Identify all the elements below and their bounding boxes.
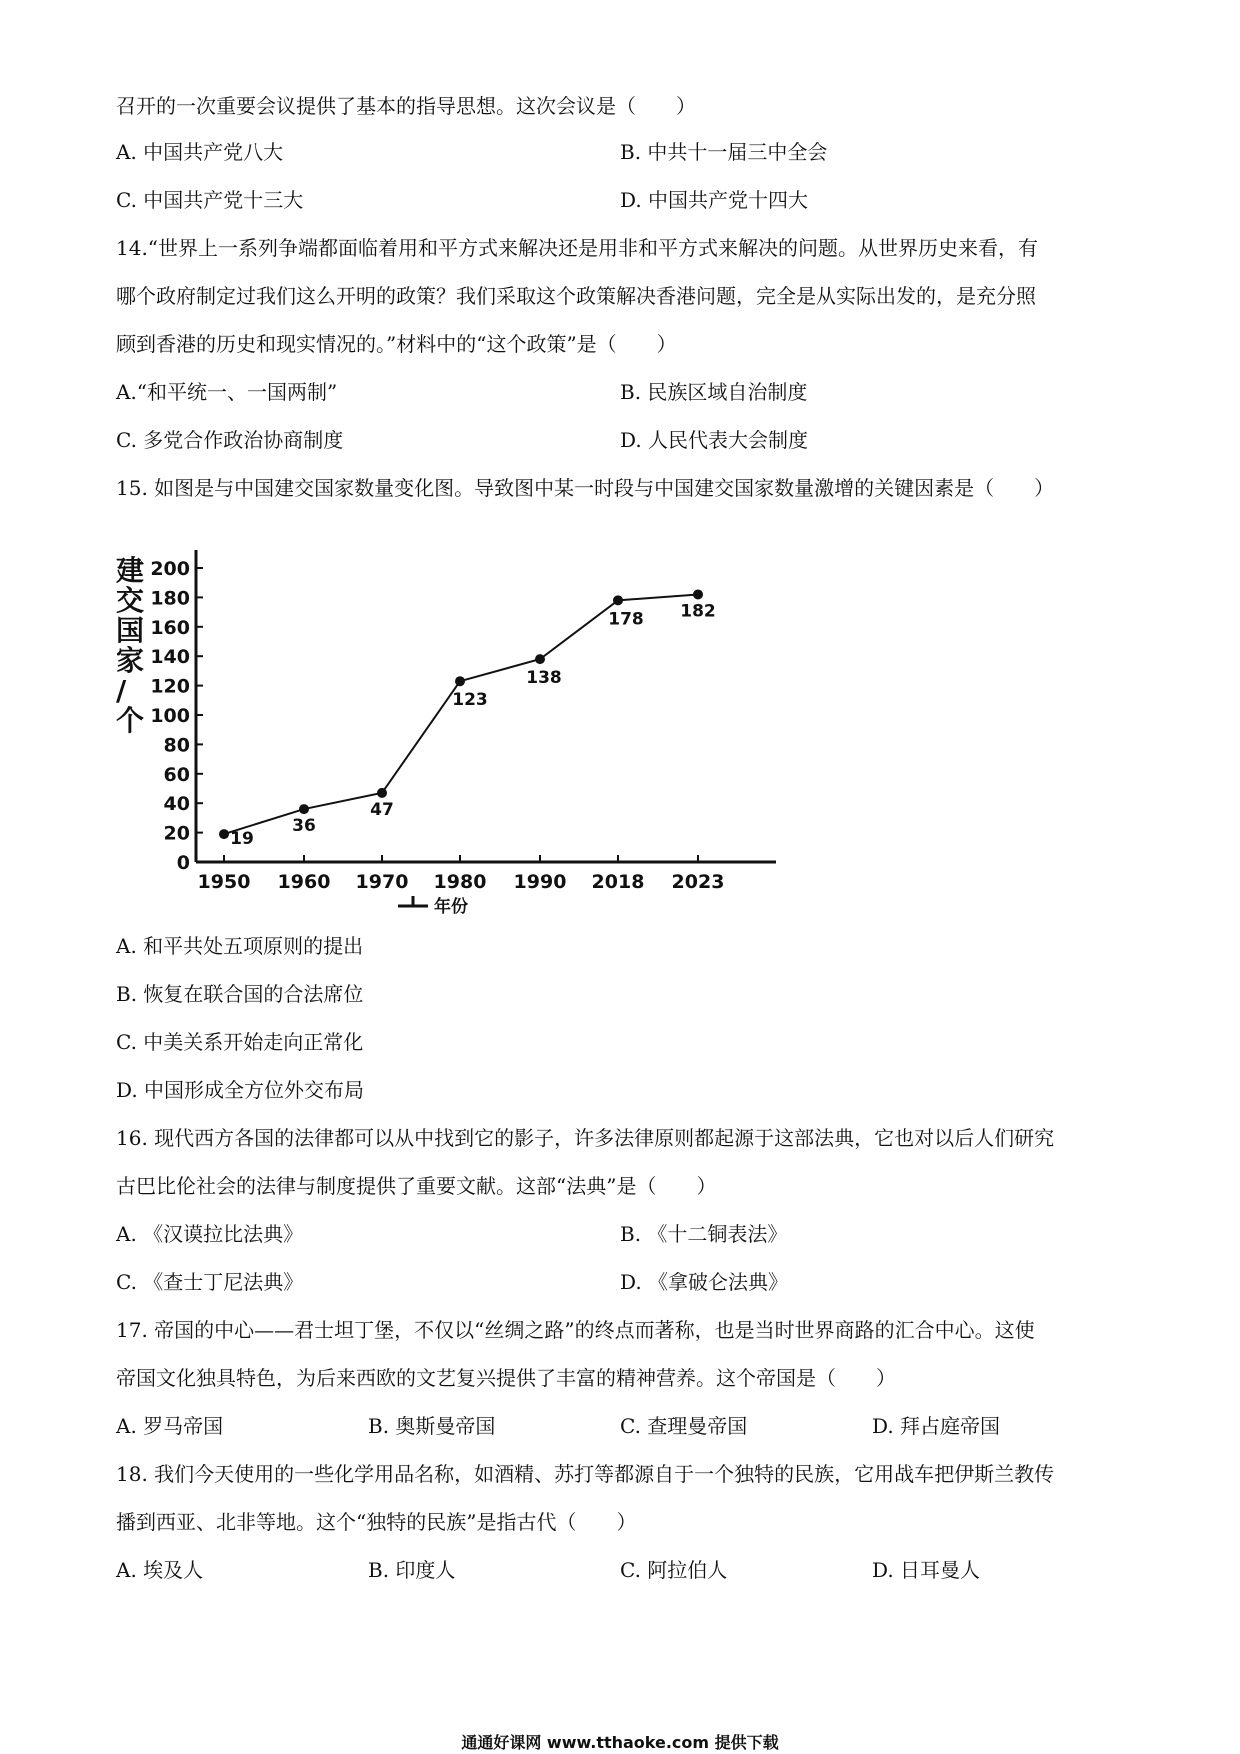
- x-tick-label: 1970: [355, 871, 409, 893]
- q17-option-b: B. 奥斯曼帝国: [368, 1414, 496, 1438]
- q14-stem-line-2: 哪个政府制定过我们这么开明的政策？我们采取这个政策解决香港问题，完全是从实际出发的，是充分照: [116, 284, 1036, 308]
- q18-option-d: D. 日耳曼人: [872, 1558, 981, 1582]
- q13-option-d: D. 中国共产党十四大: [620, 188, 809, 212]
- y-tick-label: 180: [150, 587, 190, 610]
- data-point: [455, 676, 465, 686]
- q13-option-a: A. 中国共产党八大: [116, 140, 284, 164]
- q14-option-c: C. 多党合作政治协商制度: [116, 428, 344, 452]
- data-label: 123: [452, 690, 488, 711]
- q16-stem-line-2: 古巴比伦社会的法律与制度提供了重要文献。这部“法典”是（ ）: [116, 1174, 717, 1198]
- data-label: 138: [526, 668, 562, 689]
- q14-option-d: D. 人民代表大会制度: [620, 428, 809, 452]
- data-label: 178: [608, 609, 644, 630]
- q18-option-b: B. 印度人: [368, 1558, 456, 1582]
- y-tick-label: 140: [150, 646, 190, 669]
- x-tick-label: 1960: [277, 871, 331, 893]
- y-tick-label: 200: [150, 558, 190, 580]
- x-tick-label: 2018: [591, 871, 645, 893]
- data-label: 19: [230, 829, 254, 850]
- chart-svg: [104, 540, 784, 920]
- q15-stem: 15. 如图是与中国建交国家数量变化图。导致图中某一时段与中国建交国家数量激增的关键因素是（ ）: [116, 476, 1055, 500]
- q16-option-c: C. 《查士丁尼法典》: [116, 1270, 304, 1294]
- x-axis-label: 年份: [434, 897, 468, 917]
- y-tick-label: 160: [150, 616, 190, 639]
- y-tick-label: 0: [176, 852, 190, 874]
- q15-option-b: B. 恢复在联合国的合法席位: [116, 982, 364, 1006]
- q17-stem-line-2: 帝国文化独具特色，为后来西欧的文艺复兴提供了丰富的精神营养。这个帝国是（ ）: [116, 1366, 896, 1390]
- y-tick-label: 80: [163, 734, 190, 757]
- x-tick-label: 2023: [671, 871, 725, 893]
- y-tick-label: 120: [150, 675, 190, 698]
- q18-stem-line-2: 播到西亚、北非等地。这个“独特的民族”是指古代（ ）: [116, 1510, 637, 1534]
- y-tick-label: 60: [163, 763, 190, 786]
- data-label: 36: [292, 816, 316, 837]
- y-axis-label: 建交国家/个: [116, 554, 145, 737]
- q14-option-a: A.“和平统一、一国两制”: [116, 380, 338, 404]
- diplomatic-relations-chart: [104, 540, 784, 920]
- q18-stem-line-1: 18. 我们今天使用的一些化学用品名称，如酒精、苏打等都源自于一个独特的民族，它用战车把伊斯兰教传: [116, 1462, 1055, 1486]
- data-point: [535, 654, 545, 664]
- q16-option-a: A. 《汉谟拉比法典》: [116, 1222, 304, 1246]
- y-tick-label: 40: [163, 793, 190, 816]
- data-label: 47: [370, 799, 394, 820]
- y-tick-label: 100: [150, 705, 190, 727]
- q17-option-c: C. 查理曼帝国: [620, 1414, 748, 1438]
- data-point: [693, 589, 703, 599]
- q15-option-c: C. 中美关系开始走向正常化: [116, 1030, 364, 1054]
- q14-stem-line-1: 14.“世界上一系列争端都面临着用和平方式来解决还是用非和平方式来解决的问题。从世界历史来看，有: [116, 236, 1039, 260]
- data-label: 182: [680, 601, 716, 622]
- q16-option-d: D. 《拿破仑法典》: [620, 1270, 789, 1294]
- footer-watermark: 通通好课网 www.tthaoke.com 提供下载: [461, 1733, 779, 1752]
- q14-option-b: B. 民族区域自治制度: [620, 380, 808, 404]
- q13-option-c: C. 中国共产党十三大: [116, 188, 304, 212]
- x-tick-label: 1990: [513, 871, 567, 893]
- data-point: [219, 829, 229, 839]
- q15-option-a: A. 和平共处五项原则的提出: [116, 934, 364, 958]
- q15-option-d: D. 中国形成全方位外交布局: [116, 1078, 365, 1102]
- q18-option-c: C. 阿拉伯人: [620, 1558, 728, 1582]
- x-tick-label: 1980: [433, 871, 487, 893]
- q16-option-b: B. 《十二铜表法》: [620, 1222, 788, 1246]
- data-point: [299, 804, 309, 814]
- q13-stem-tail: 召开的一次重要会议提供了基本的指导思想。这次会议是（ ）: [116, 94, 696, 118]
- y-tick-label: 20: [163, 822, 190, 845]
- data-point: [377, 788, 387, 798]
- q13-option-b: B. 中共十一届三中全会: [620, 140, 828, 164]
- x-tick-label: 1950: [197, 871, 251, 893]
- q17-stem-line-1: 17. 帝国的中心——君士坦丁堡，不仅以“丝绸之路”的终点而著称，也是当时世界商路的汇合中心。这使: [116, 1318, 1035, 1342]
- q18-option-a: A. 埃及人: [116, 1558, 204, 1582]
- data-point: [613, 595, 623, 605]
- q17-option-a: A. 罗马帝国: [116, 1414, 224, 1438]
- q17-option-d: D. 拜占庭帝国: [872, 1414, 1001, 1438]
- q16-stem-line-1: 16. 现代西方各国的法律都可以从中找到它的影子，许多法律原则都起源于这部法典，它也对以后人们研究: [116, 1126, 1055, 1150]
- q14-stem-line-3: 顾到香港的历史和现实情况的。”材料中的“这个政策”是（ ）: [116, 332, 677, 356]
- series-line: [224, 594, 698, 837]
